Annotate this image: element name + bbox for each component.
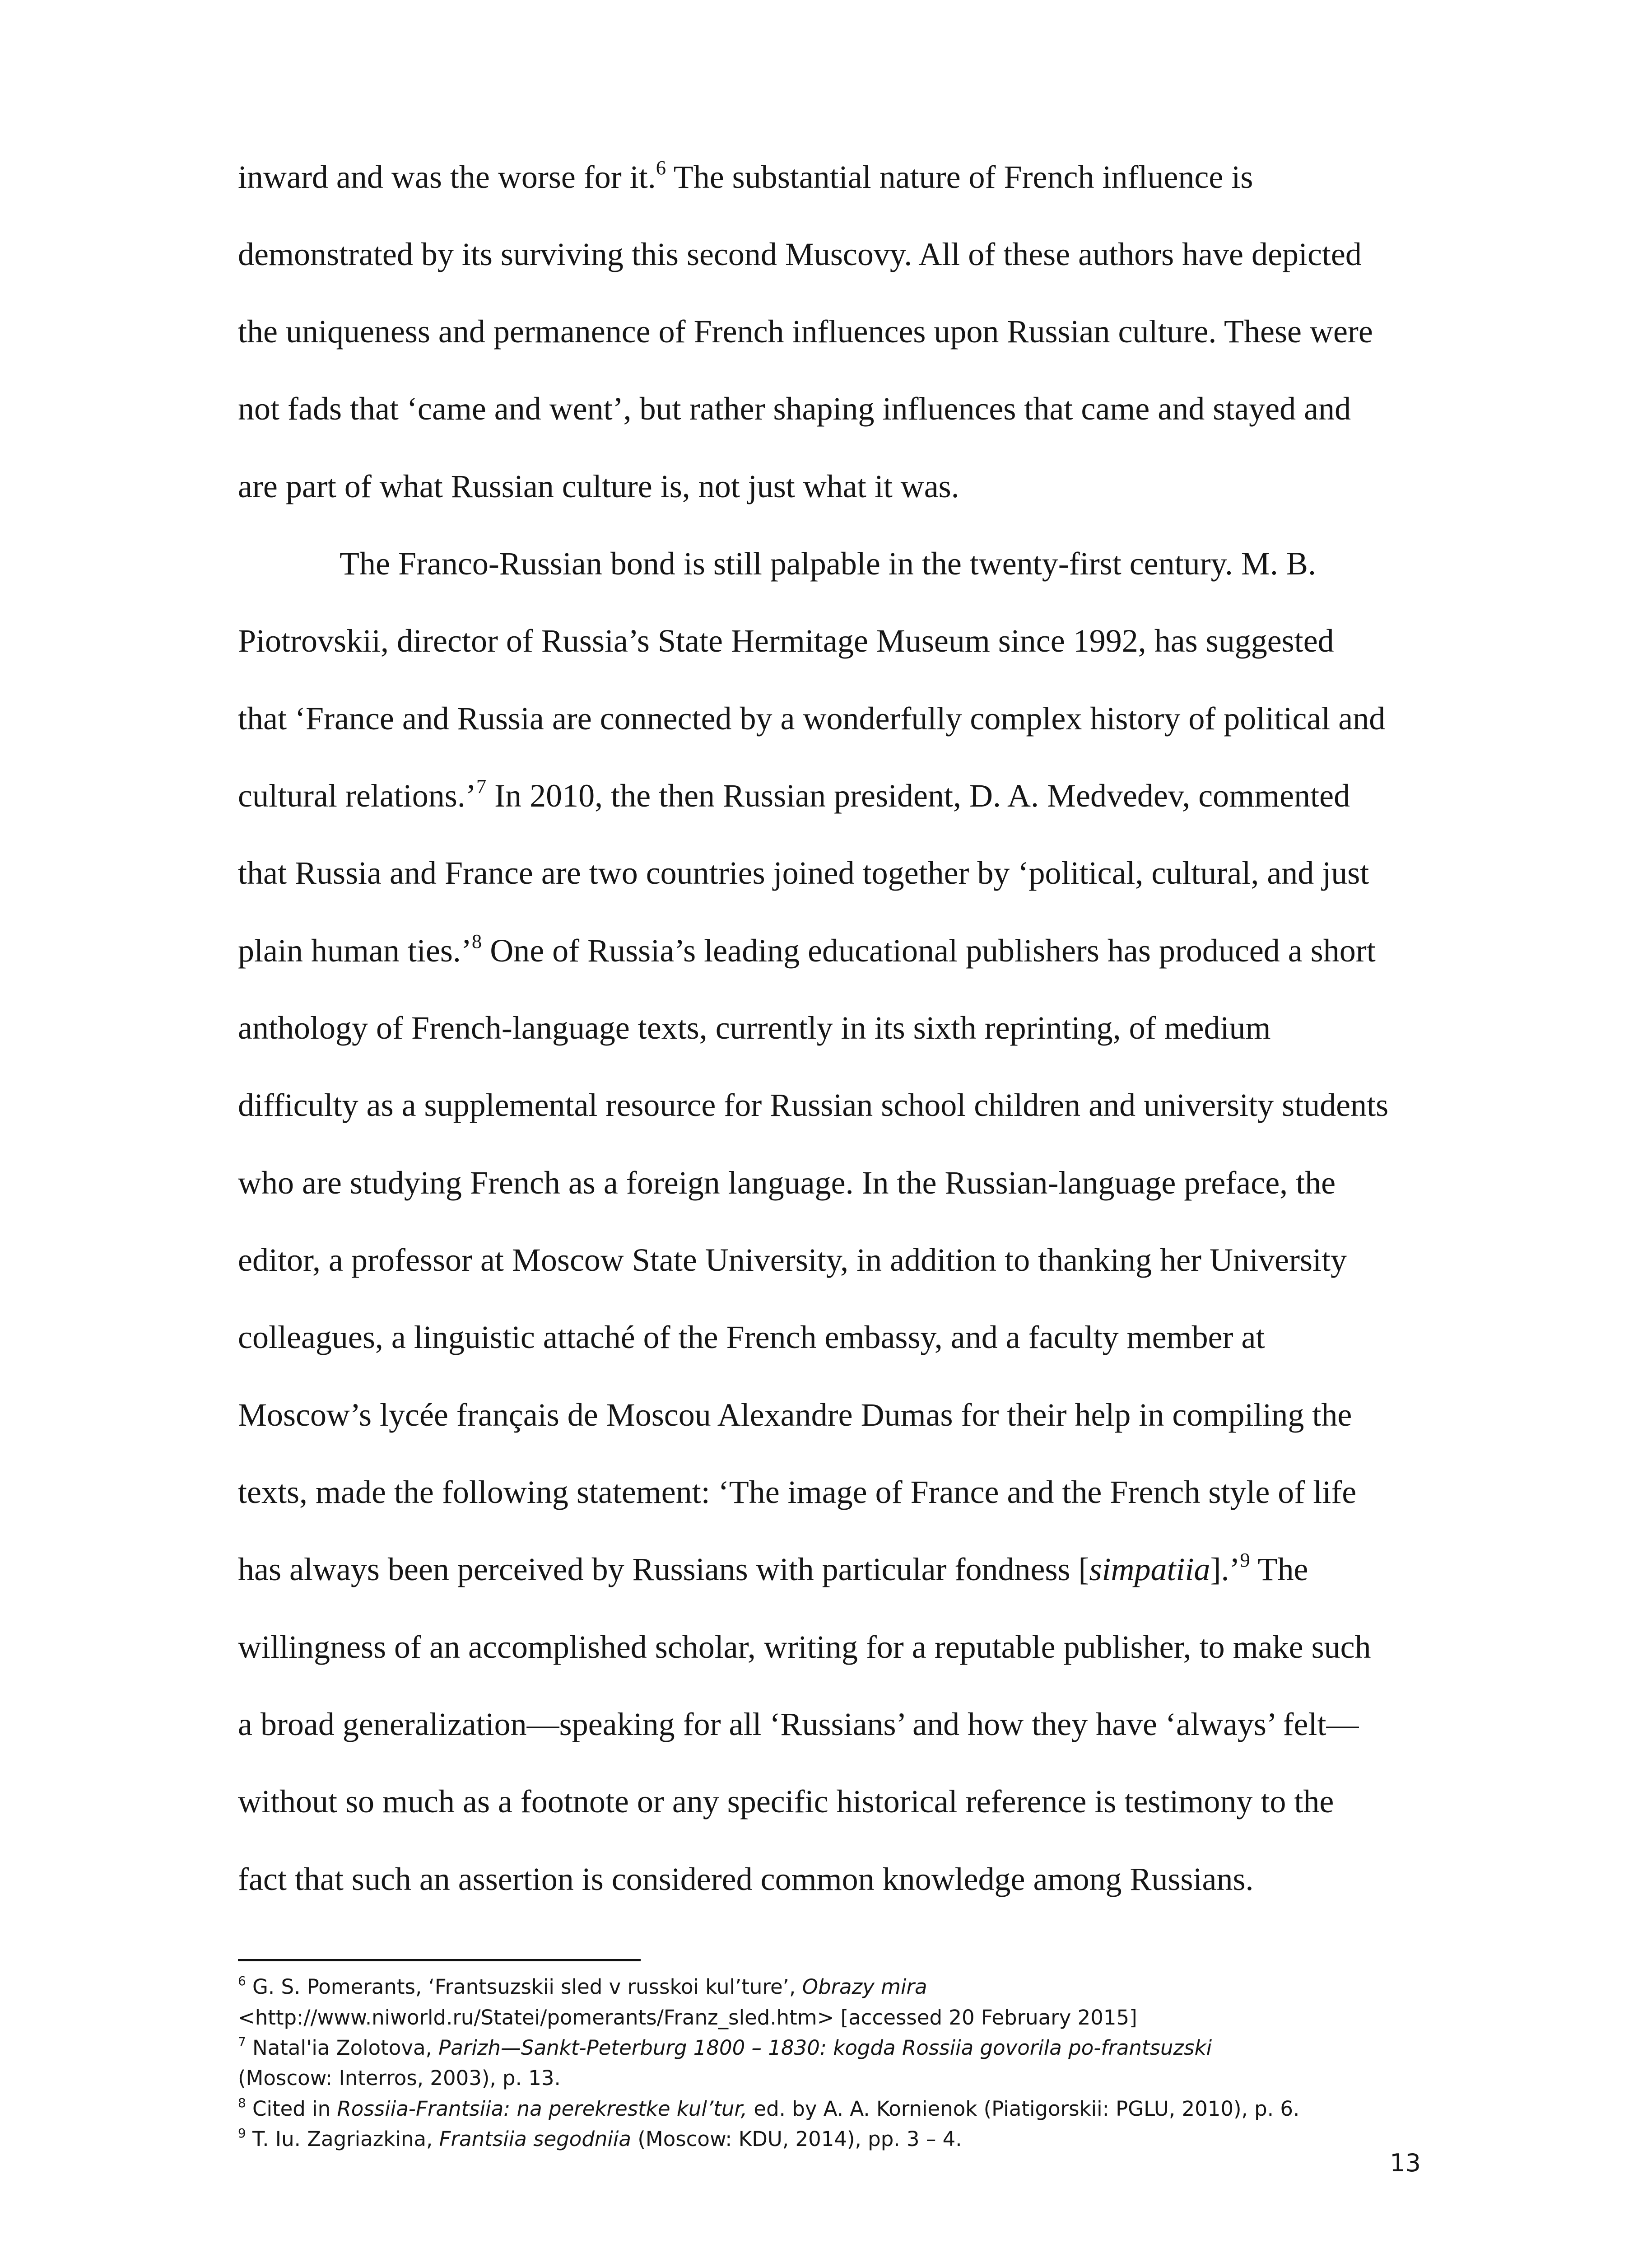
body-line: The Franco-Russian bond is still palpable in the twenty-first century. M. B. — [340, 546, 1316, 582]
page-number: 13 — [1390, 2149, 1421, 2177]
body-line — [238, 157, 1253, 197]
body-line: Moscow’s lycée français de Moscou Alexandre Dumas for their help in compiling the — [238, 1397, 1352, 1433]
body-line: without so much as a footnote or any specific historical reference is testimony to the — [238, 1783, 1334, 1819]
footnote-text: (Moscow: KDU, 2014), pp. 3 – 4. — [631, 2127, 962, 2151]
body-text: The — [1250, 1551, 1308, 1587]
body-line: that ‘France and Russia are connected by a wonderfully complex history of political and — [238, 700, 1386, 737]
footnote-text: Natal'ia Zolotova, — [246, 2036, 439, 2060]
body-text-italic: simpatiia — [1089, 1551, 1210, 1587]
footnote-ref-7[interactable]: 7 — [476, 774, 487, 798]
body-line — [238, 776, 1350, 816]
body-line: fact that such an assertion is considered common knowledge among Russians. — [238, 1861, 1254, 1897]
body-line: willingness of an accomplished scholar, writing for a reputable publisher, to make such — [238, 1629, 1371, 1665]
footnote-9 — [238, 2125, 962, 2153]
footnote-text-italic: Rossiia-Frantsiia: na perekrestke kul’tur, — [337, 2097, 748, 2121]
footnote-7-cont: (Moscow: Interros, 2003), p. 13. — [238, 2066, 561, 2090]
body-line: a broad generalization—speaking for all ‘Russians’ and how they have ‘always’ felt— — [238, 1706, 1359, 1742]
body-line: difficulty as a supplemental resource for Russian school children and university students — [238, 1087, 1389, 1123]
body-text: cultural relations.’ — [238, 778, 476, 814]
body-text: plain human ties.’ — [238, 933, 472, 969]
footnote-number: 6 — [238, 1973, 246, 1989]
body-line: not fads that ‘came and went’, but rather shaping influences that came and stayed and — [238, 391, 1351, 427]
footnote-8 — [238, 2095, 1299, 2123]
footnote-text: G. S. Pomerants, ‘Frantsuzskii sled v russkoi kul’ture’, — [246, 1975, 802, 1999]
footnote-ref-8[interactable]: 8 — [471, 929, 482, 952]
body-line: editor, a professor at Moscow State University, in addition to thanking her University — [238, 1242, 1347, 1278]
body-line: Piotrovskii, director of Russia’s State Hermitage Museum since 1992, has suggested — [238, 623, 1334, 659]
footnote-text: Cited in — [246, 2097, 337, 2121]
footnote-number: 8 — [238, 2095, 246, 2111]
footnote-text-italic: Frantsiia segodniia — [439, 2127, 632, 2151]
body-line: anthology of French-language texts, currently in its sixth reprinting, of medium — [238, 1010, 1271, 1046]
body-text: In 2010, the then Russian president, D. A. Medvedev, commented — [486, 778, 1350, 814]
footnote-text-italic: Obrazy mira — [802, 1975, 927, 1999]
body-line — [238, 931, 1376, 970]
footnote-separator — [238, 1959, 641, 1961]
body-line: texts, made the following statement: ‘The image of France and the French style of life — [238, 1474, 1357, 1510]
footnote-6-url[interactable]: <http://www.niworld.ru/Statei/pomerants/Franz_sled.htm> [accessed 20 February 2015] — [238, 2006, 1137, 2029]
body-line: demonstrated by its surviving this second Muscovy. All of these authors have depicted — [238, 236, 1362, 272]
body-text: ].’ — [1210, 1551, 1240, 1587]
body-line: colleagues, a linguistic attaché of the French embassy, and a faculty member at — [238, 1319, 1265, 1355]
body-line: who are studying French as a foreign language. In the Russian-language preface, the — [238, 1165, 1336, 1201]
body-line: that Russia and France are two countries joined together by ‘political, cultural, and just — [238, 855, 1369, 891]
body-text: has always been perceived by Russians with particular fondness [ — [238, 1551, 1089, 1587]
body-line — [238, 1549, 1308, 1589]
footnote-text-italic: Parizh—Sankt-Peterburg 1800 – 1830: kogda Rossiia govorila po-frantsuzski — [438, 2036, 1212, 2060]
footnote-7 — [238, 2034, 1212, 2062]
footnote-number: 7 — [238, 2034, 246, 2050]
footnote-number: 9 — [238, 2126, 246, 2141]
body-line: are part of what Russian culture is, not just what it was. — [238, 468, 959, 504]
footnote-ref-6[interactable]: 6 — [656, 156, 666, 179]
body-text: inward and was the worse for it. — [238, 159, 656, 195]
body-text: One of Russia’s leading educational publishers has produced a short — [482, 933, 1376, 969]
footnote-ref-9[interactable]: 9 — [1240, 1548, 1250, 1571]
body-line: the uniqueness and permanence of French influences upon Russian culture. These were — [238, 313, 1373, 350]
footnote-text: ed. by A. A. Kornienok (Piatigorskii: PGLU, 2010), p. 6. — [747, 2097, 1300, 2121]
body-text: The substantial nature of French influence is — [666, 159, 1253, 195]
footnote-text: T. Iu. Zagriazkina, — [246, 2127, 439, 2151]
footnote-6 — [238, 1973, 927, 2001]
